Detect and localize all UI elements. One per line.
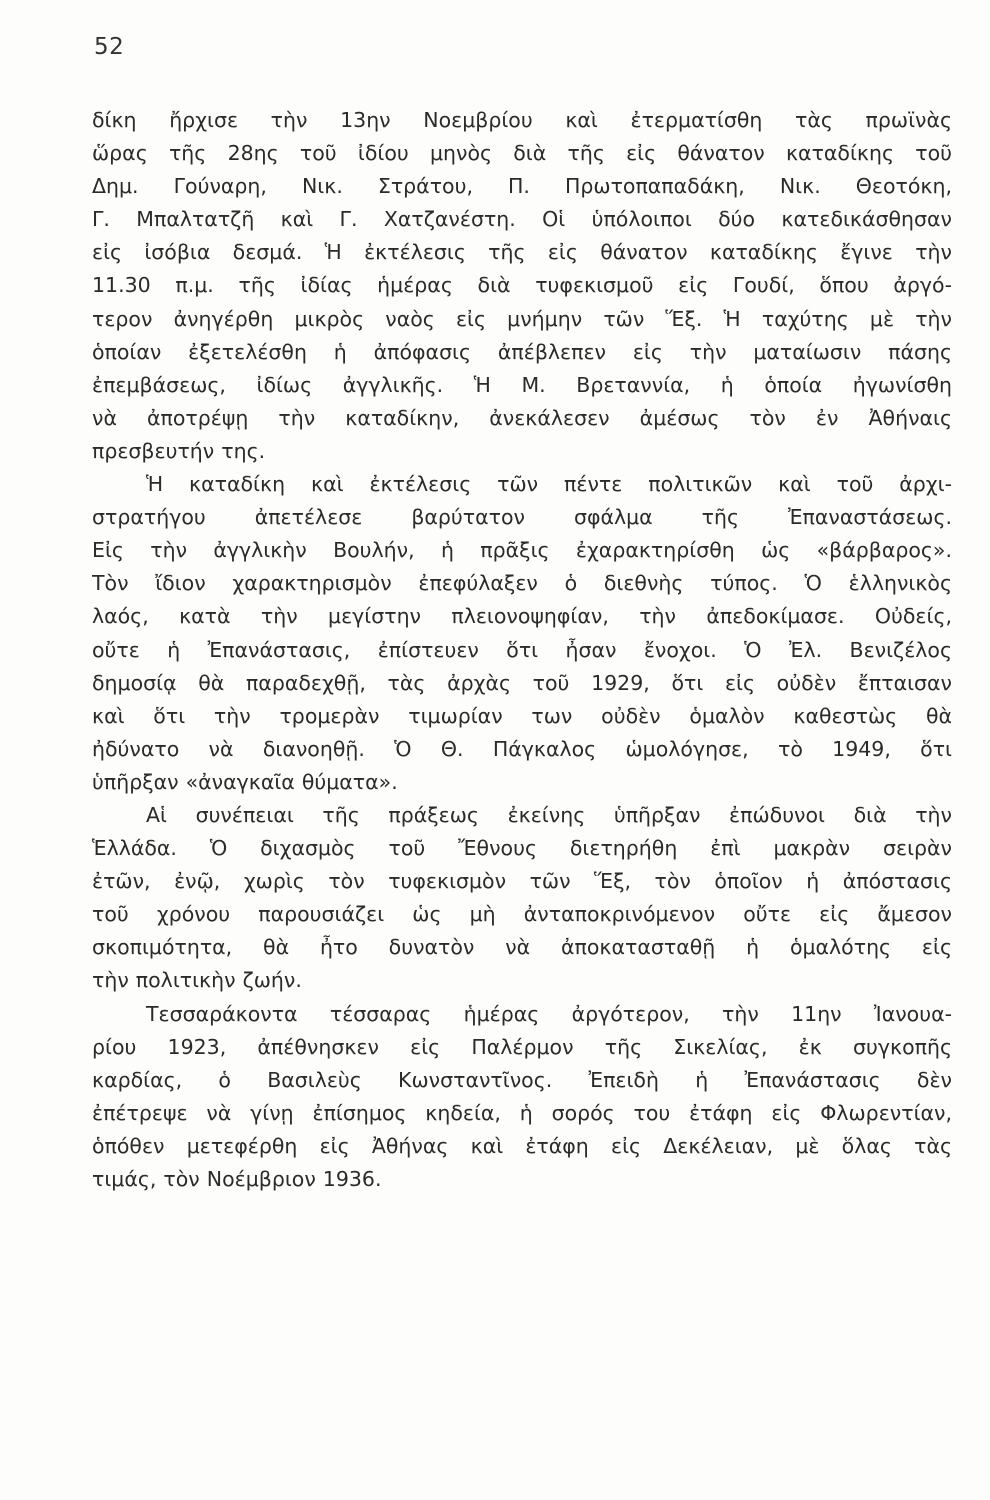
page-number: 52 <box>94 34 125 60</box>
text-line: Ἑλλάδα. Ὁ διχασμὸς τοῦ Ἔθνους διετηρήθη ἐπὶ μακρὰν σειρὰν <box>92 836 952 861</box>
text-line: νὰ ἀποτρέψῃ τὴν καταδίκην, ἀνεκάλεσεν ἀμέσως τὸν ἐν Ἀθήναις <box>92 405 952 430</box>
text-line: στρατήγου ἀπετέλεσε βαρύτατον σφάλμα τῆς Ἐπαναστάσεως. <box>92 505 952 530</box>
text-line: 11.30 π.μ. τῆς ἰδίας ἡμέρας διὰ τυφεκισμοῦ εἰς Γουδί, ὅπου ἀργό- <box>92 273 952 298</box>
text-line: ἐπέτρεψε νὰ γίνῃ ἐπίσημος κηδεία, ἡ σορός του ἐτάφη εἰς Φλωρεντίαν, <box>92 1100 952 1125</box>
text-line: οὔτε ἡ Ἐπανάστασις, ἐπίστευεν ὅτι ἦσαν ἔνοχοι. Ὁ Ἐλ. Βενιζέλος <box>92 637 952 662</box>
text-line: Γ. Μπαλτατζῆ καὶ Γ. Χατζανέστη. Οἱ ὑπόλοιποι δύο κατεδικάσθησαν <box>92 207 952 232</box>
text-line: Τεσσαράκοντα τέσσαρας ἡμέρας ἀργότερον, τὴν 11ην Ἰανουα- <box>146 1001 952 1026</box>
text-line: ὥρας τῆς 28ης τοῦ ἰδίου μηνὸς διὰ τῆς εἰς θάνατον καταδίκης τοῦ <box>92 141 952 166</box>
text-line: τιμάς, τὸν Νοέμβριον 1936. <box>92 1167 382 1191</box>
text-line: καὶ ὅτι τὴν τρομερὰν τιμωρίαν των οὐδὲν ὁμαλὸν καθεστὼς θὰ <box>92 703 952 728</box>
text-line: λαός, κατὰ τὴν μεγίστην πλειονοψηφίαν, τὴν ἀπεδοκίμασε. Οὐδείς, <box>92 604 952 629</box>
text-line: ὁπόθεν μετεφέρθη εἰς Ἀθήνας καὶ ἐτάφη εἰς Δεκέλειαν, μὲ ὅλας τὰς <box>92 1133 952 1158</box>
text-line: σκοπιμότητα, θὰ ἦτο δυνατὸν νὰ ἀποκατασταθῇ ἡ ὁμαλότης εἰς <box>92 935 952 960</box>
text-line: πρεσβευτήν της. <box>92 438 266 463</box>
text-line: δίκη ἤρχισε τὴν 13ην Νοεμβρίου καὶ ἐτερματίσθη τὰς πρωϊνὰς <box>92 108 952 132</box>
text-line: Εἰς τὴν ἀγγλικὴν Βουλήν, ἡ πρᾶξις ἐχαρακτηρίσθη ὡς «βάρβαρος». <box>92 538 952 563</box>
text-line: ὑπῆρξαν «ἀναγκαῖα θύματα». <box>92 769 398 794</box>
text-line: ἐτῶν, ἐνῷ, χωρὶς τὸν τυφεκισμὸν τῶν Ἕξ, τὸν ὁποῖον ἡ ἀπόστασις <box>92 869 952 894</box>
text-line: Ἡ καταδίκη καὶ ἐκτέλεσις τῶν πέντε πολιτικῶν καὶ τοῦ ἀρχι- <box>146 472 952 497</box>
text-line: ρίου 1923, ἀπέθνησκεν εἰς Παλέρμον τῆς Σικελίας, ἐκ συγκοπῆς <box>92 1034 952 1059</box>
text-line: ἐπεμβάσεως, ἰδίως ἀγγλικῆς. Ἡ Μ. Βρεταννία, ἡ ὁποία ἠγωνίσθη <box>92 372 952 397</box>
text-line: καρδίας, ὁ Βασιλεὺς Κωνσταντῖνος. Ἐπειδὴ ἡ Ἐπανάστασις δὲν <box>92 1067 952 1092</box>
text-line: δημοσίᾳ θὰ παραδεχθῇ, τὰς ἀρχὰς τοῦ 1929, ὅτι εἰς οὐδὲν ἔπταισαν <box>92 670 952 695</box>
text-line: Αἱ συνέπειαι τῆς πράξεως ἐκείνης ὑπῆρξαν ἐπώδυνοι διὰ τὴν <box>146 802 952 827</box>
text-line: εἰς ἰσόβια δεσμά. Ἡ ἐκτέλεσις τῆς εἰς θάνατον καταδίκης ἔγινε τὴν <box>92 240 952 265</box>
body-text <box>92 104 952 1196</box>
text-line: τερον ἀνηγέρθη μικρὸς ναὸς εἰς μνήμην τῶν Ἕξ. Ἡ ταχύτης μὲ τὴν <box>92 306 952 331</box>
text-line: τοῦ χρόνου παρουσιάζει ὡς μὴ ἀνταποκρινόμενον οὔτε εἰς ἄμεσον <box>92 902 952 927</box>
text-line: Τὸν ἴδιον χαρακτηρισμὸν ἐπεφύλαξεν ὁ διεθνὴς τύπος. Ὁ ἑλληνικὸς <box>92 571 952 596</box>
text-line: ὁποίαν ἐξετελέσθη ἡ ἀπόφασις ἀπέβλεπεν εἰς τὴν ματαίωσιν πάσης <box>92 339 952 364</box>
text-line: ἠδύνατο νὰ διανοηθῇ. Ὁ Θ. Πάγκαλος ὡμολόγησε, τὸ 1949, ὅτι <box>92 736 952 761</box>
text-line: τὴν πολιτικὴν ζωήν. <box>92 968 302 993</box>
text-line: Δημ. Γούναρη, Νικ. Στράτου, Π. Πρωτοπαπαδάκη, Νικ. Θεοτόκη, <box>92 174 952 199</box>
